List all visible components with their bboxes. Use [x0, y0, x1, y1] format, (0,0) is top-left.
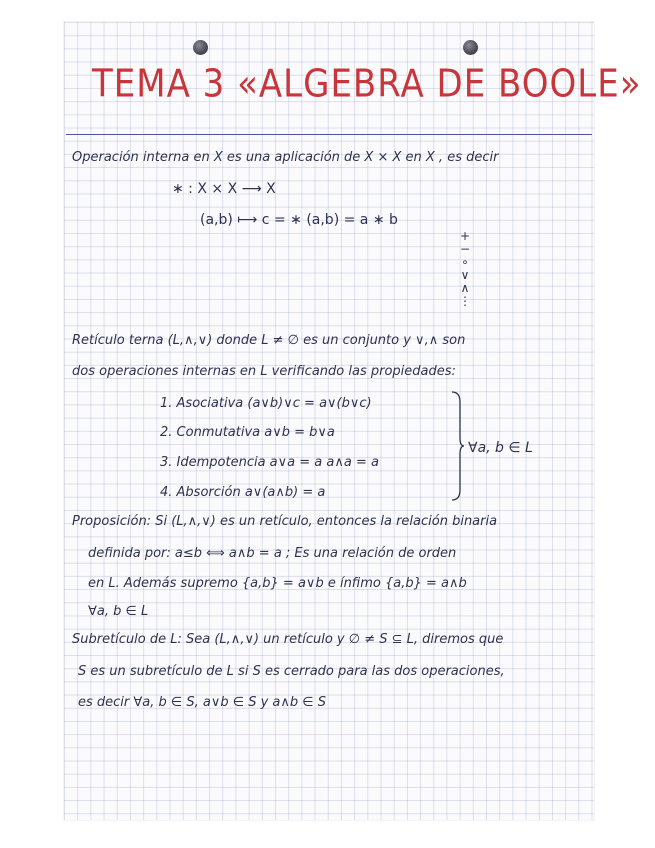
title-underline	[66, 134, 592, 135]
operation-symbol: −	[459, 242, 471, 256]
lattice-forall-label: ∀a, b ∈ L	[468, 440, 533, 456]
operation-symbol: ∘	[461, 255, 469, 269]
lattice-property-associative: 1. Asociativa (a∨b)∨c = a∨(b∨c)	[160, 396, 372, 411]
operation-mapping-line: ∗ : X × X ⟶ X	[172, 181, 276, 197]
page-title: TEMA 3 «ALGEBRA DE BOOLE»	[92, 62, 642, 107]
proposition-line-4: ∀a, b ∈ L	[88, 604, 149, 619]
lattice-property-commutative: 2. Conmutativa a∨b = b∨a	[160, 425, 335, 440]
lattice-property-idempotence: 3. Idempotencia a∨a = a a∧a = a	[160, 455, 379, 470]
sublattice-line-3: es decir ∀a, b ∈ S, a∨b ∈ S y a∧b ∈ S	[78, 695, 326, 710]
operation-symbol: +	[459, 229, 471, 243]
sublattice-line-2: S es un subretículo de L si S es cerrado para las dos operaciones,	[78, 664, 505, 679]
operation-symbol: ⋮	[459, 294, 471, 308]
operation-element-line: (a,b) ⟼ c = ∗ (a,b) = a ∗ b	[200, 212, 398, 228]
properties-brace	[450, 390, 464, 502]
operation-definition-line: Operación interna en X es una aplicación de X × X en X , es decir	[72, 150, 499, 165]
sublattice-line-1: Subretículo de L: Sea (L,∧,∨) un retículo y ∅ ≠ S ⊆ L, diremos que	[72, 632, 504, 647]
lattice-property-absorption: 4. Absorción a∨(a∧b) = a	[160, 485, 326, 500]
proposition-line-3: en L. Además supremo {a,b} = a∨b e ínfimo {a,b} = a∧b	[88, 576, 467, 591]
proposition-line-2: definida por: a≤b ⟺ a∧b = a ; Es una relación de orden	[88, 546, 457, 561]
operation-symbols-list	[458, 230, 472, 308]
lattice-definition-line-2: dos operaciones internas en L verificando las propiedades:	[72, 364, 456, 379]
proposition-line-1: Proposición: Si (L,∧,∨) es un retículo, entonces la relación binaria	[72, 514, 498, 529]
operation-symbol: ∨	[460, 268, 470, 282]
binder-hole	[463, 40, 478, 55]
operation-symbol: ∧	[460, 281, 470, 295]
binder-hole	[193, 40, 208, 55]
lattice-definition-line-1: Retículo terna (L,∧,∨) donde L ≠ ∅ es un conjunto y ∨,∧ son	[72, 333, 466, 348]
